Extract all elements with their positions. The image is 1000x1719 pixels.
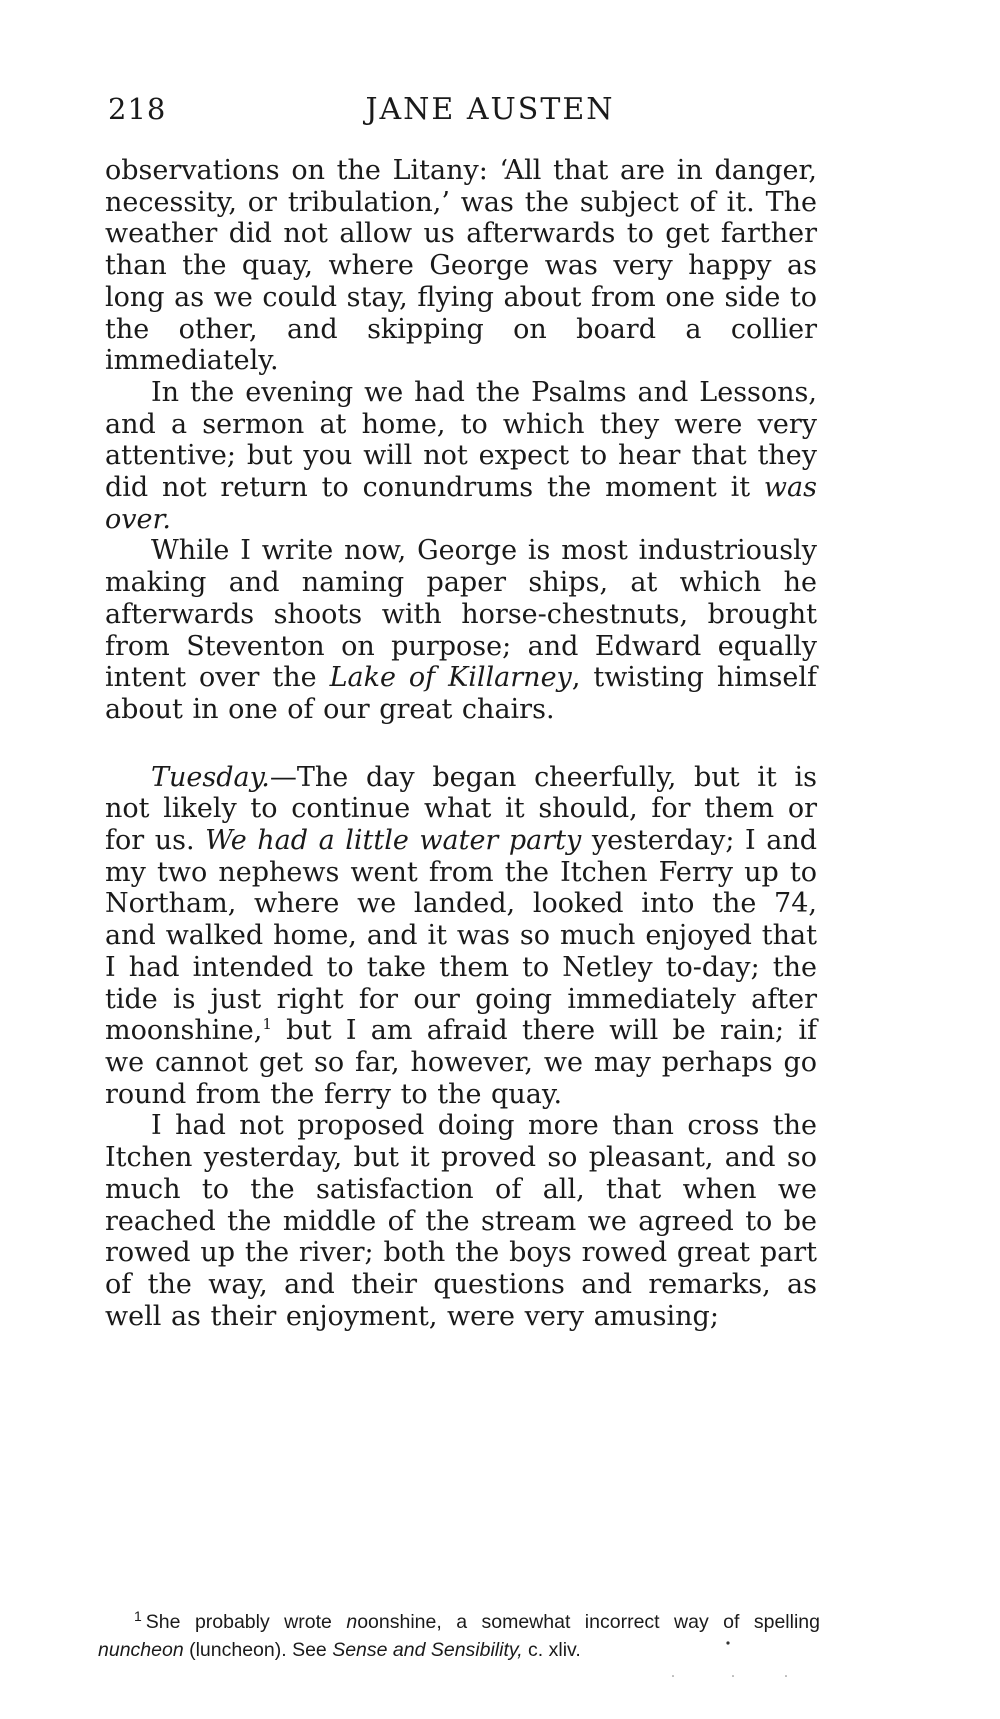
paragraph-4: Tuesday.—The day began cheerfully, but it is not likely to continue what it should, for them or for us. We had a little water party yesterday; I and my two nephews went from the Itchen Ferry up to Northam, where we landed, looked into the 74, and walked home, and it was so much enjoyed that I had intended to take them to Netley to-day; the tide is just right for our going immediately after moonshine,$^1$ but I am afraid there will be rain; if we cannot get so far, however, we may perhaps go round from the ferry to the quay. (105, 761, 817, 1110)
footnote-reference[interactable]: 1 (262, 1015, 272, 1034)
paragraph-5: I had not proposed doing more than cross the Itchen yesterday, but it proved so pleasant, and so much to the satisfaction of all, that when we reached the middle of the stream we agreed to be rowed up the river; both the boys rowed great part of the way, and their questions and remarks, as well as their enjoyment, were very amusing; (105, 1110, 817, 1332)
footnote-number: 1 (134, 1607, 142, 1624)
paragraph-1: observations on the Litany: ‘All that are in danger, necessity, or tribulation,’ was the subject of it. The weather did not allow us afterwards to get farther than the quay, where George was very happy as long as we could stay, flying about from one side to the other, and skipping on board a collier immediately. (105, 155, 817, 377)
running-title: JANE AUSTEN (365, 92, 615, 127)
day-heading: Tuesday. (151, 761, 270, 793)
italic-phrase: was over. (105, 472, 817, 535)
page-number: 218 (108, 92, 167, 126)
italic-phrase: We had a little water party (205, 825, 582, 857)
paragraph-3: While I write now, George is most industriously making and naming paper ships, at which he afterwards shoots with horse-chestnuts, brought from Steventon on purpose; and Edward equally intent over the Lake of Killarney, twisting himself about in one of our great chairs. (105, 535, 818, 725)
paragraph-2: In the evening we had the Psalms and Lessons, and a sermon at home, to which they were very attentive; but you will not expect to hear that they did not return to conundrums the moment it was over. (105, 376, 817, 535)
footnote-1: $^1$ She probably wrote noonshine, a somewhat incorrect way of spelling nuncheon (luncheon). See Sense and Sensibility, c. xliv. (98, 1607, 820, 1661)
book-title-italic: Lake of Killarney (329, 662, 572, 694)
